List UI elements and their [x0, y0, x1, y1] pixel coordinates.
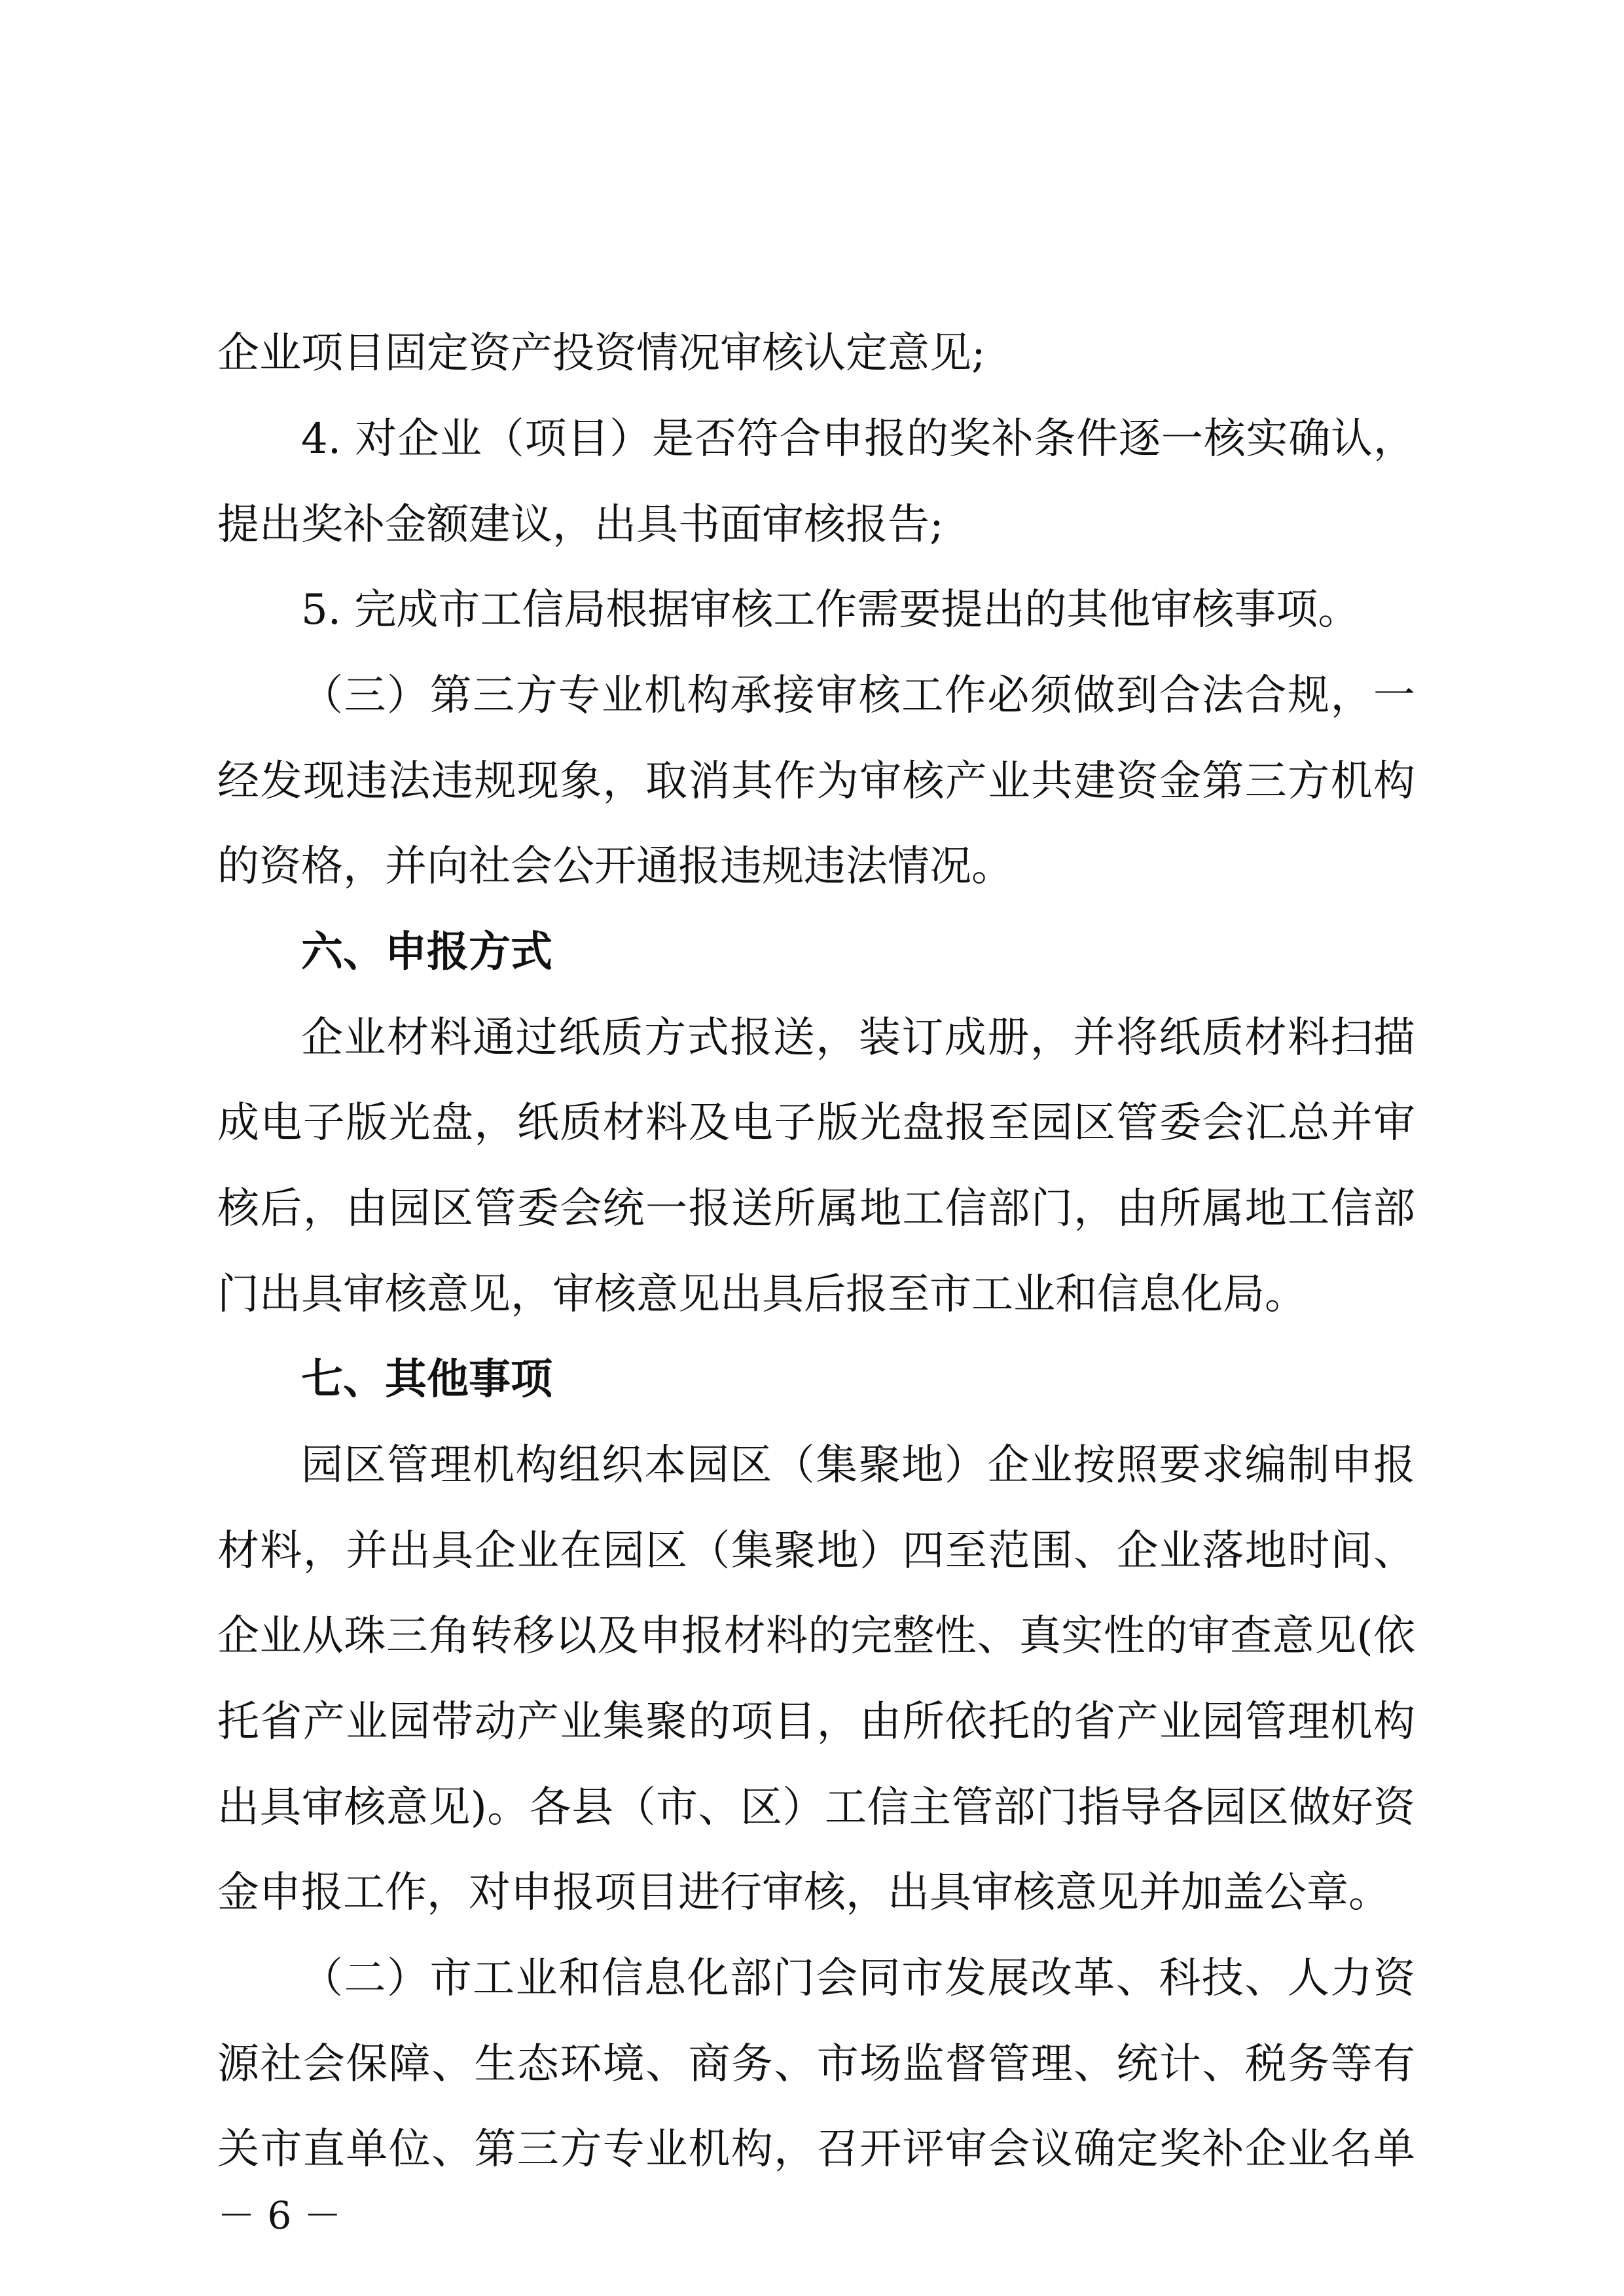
paragraph-line: 园区管理机构组织本园区（集聚地）企业按照要求编制申报	[301, 1441, 1415, 1490]
section-heading: 七、其他事项	[301, 1355, 552, 1404]
paragraph-line: 提出奖补金额建议，出具书面审核报告;	[217, 501, 944, 549]
paragraph-line: 4. 对企业（项目）是否符合申报的奖补条件逐一核实确认，	[301, 415, 1415, 463]
paragraph-line: 成电子版光盘，纸质材料及电子版光盘报至园区管委会汇总并审	[217, 1099, 1415, 1147]
paragraph-line: 5. 完成市工信局根据审核工作需要提出的其他审核事项。	[301, 586, 1360, 634]
paragraph-line: （三）第三方专业机构承接审核工作必须做到合法合规，一	[301, 672, 1415, 720]
page-number: － 6 －	[217, 2193, 342, 2238]
paragraph-line: 经发现违法违规现象，取消其作为审核产业共建资金第三方机构	[217, 757, 1415, 806]
paragraph-line: 企业材料通过纸质方式报送，装订成册，并将纸质材料扫描	[301, 1014, 1415, 1062]
paragraph-line: 材料，并出具企业在园区（集聚地）四至范围、企业落地时间、	[217, 1527, 1415, 1575]
paragraph-line: 门出具审核意见，审核意见出具后报至市工业和信息化局。	[217, 1270, 1307, 1319]
paragraph-line: 核后，由园区管委会统一报送所属地工信部门，由所属地工信部	[217, 1185, 1415, 1233]
paragraph-line: 出具审核意见)。各县（市、区）工信主管部门指导各园区做好资	[217, 1784, 1415, 1832]
paragraph-line: 企业项目固定资产投资情况审核认定意见;	[217, 329, 986, 378]
paragraph-line: 金申报工作，对申报项目进行审核，出具审核意见并加盖公章。	[217, 1869, 1390, 1917]
paragraph-line: 托省产业园带动产业集聚的项目，由所依托的省产业园管理机构	[217, 1698, 1415, 1746]
paragraph-line: 关市直单位、第三方专业机构，召开评审会议确定奖补企业名单	[217, 2125, 1415, 2174]
paragraph-line: （二）市工业和信息化部门会同市发展改革、科技、人力资	[301, 1954, 1415, 2003]
paragraph-line: 的资格，并向社会公开通报违规违法情况。	[217, 842, 1013, 891]
paragraph-line: 企业从珠三角转移以及申报材料的完整性、真实性的审查意见(依	[217, 1612, 1415, 1660]
section-heading: 六、申报方式	[301, 928, 552, 977]
paragraph-line: 源社会保障、生态环境、商务、市场监督管理、统计、税务等有	[217, 2040, 1415, 2089]
